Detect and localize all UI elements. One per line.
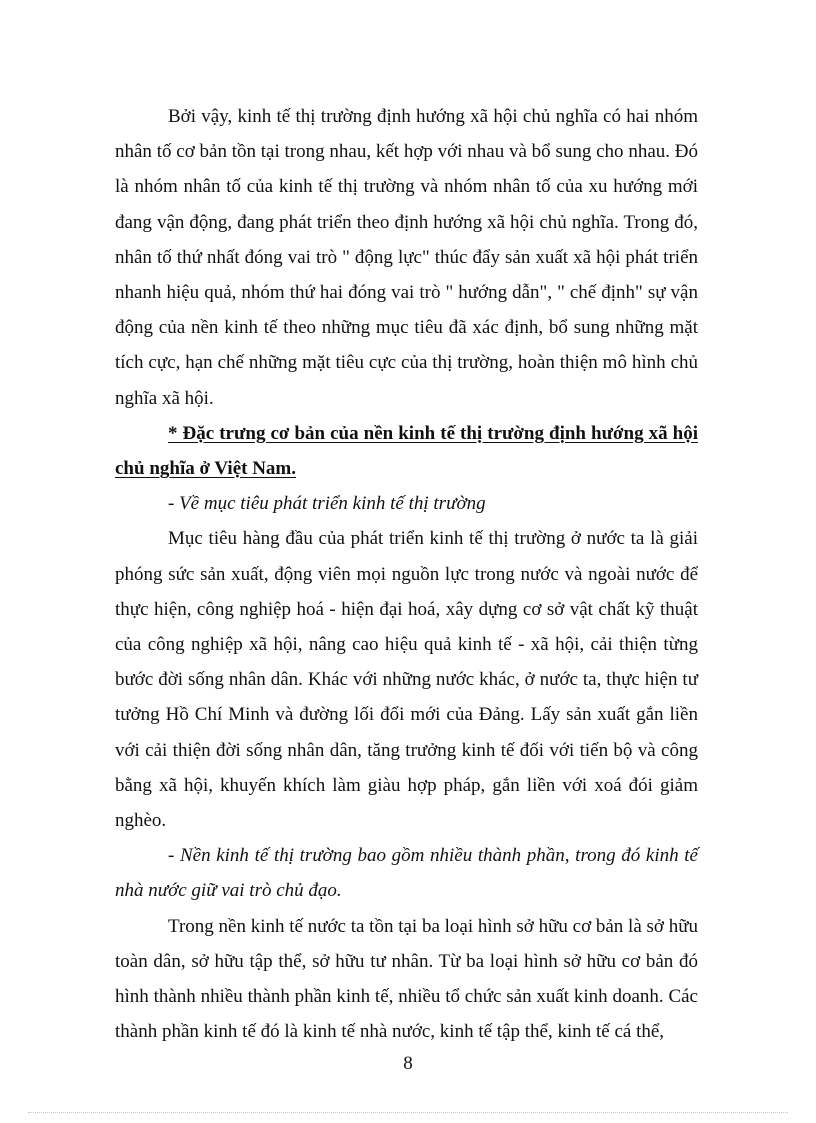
- subheading-development-goals: - Về mục tiêu phát triển kinh tế thị trường: [168, 493, 486, 515]
- paragraph-market-factors: Bởi vậy, kinh tế thị trường định hướng xã hội chủ nghĩa có hai nhóm nhân tố cơ bản tồn tại trong nhau, kết hợp với nhau và bổ sung cho nhau. Đó là nhóm nhân tố của kinh tế thị trường và nhóm nhân tố của xu hướng mới đang vận động, đang phát triển theo định hướng xã hội chủ nghĩa. Trong đó, nhân tố thứ nhất đóng vai trò " động lực" thúc đẩy sản xuất xã hội phát triển nhanh hiệu quả, nhóm thứ hai đóng vai trò " hướng dẫn", " chế định" sự vận động của nền kinh tế theo những mục tiêu đã xác định, bổ sung những mặt tích cực, hạn chế những mặt tiêu cực của thị trường, hoàn thiện mô hình chủ nghĩa xã hội.: [115, 106, 698, 409]
- subheading-economic-sectors: - Nền kinh tế thị trường bao gồm nhiều thành phần, trong đó kinh tế nhà nước giữ vai trò chủ đạo.: [115, 845, 698, 902]
- paragraph-ownership-types: Trong nền kinh tế nước ta tồn tại ba loại hình sở hữu cơ bản là sở hữu toàn dân, sở hữu tập thể, sở hữu tư nhân. Từ ba loại hình sở hữu cơ bản đó hình thành nhiều thành phần kinh tế, nhiều tổ chức sản xuất kinh doanh. Các thành phần kinh tế đó là kinh tế nhà nước, kinh tế tập thể, kinh tế cá thể,: [115, 915, 699, 1043]
- page-body: [115, 99, 698, 1049]
- footer-divider: [28, 1112, 788, 1113]
- page-number: 8: [403, 1053, 413, 1074]
- section-heading: * Đặc trưng cơ bản của nền kinh tế thị trường định hướng xã hội chủ nghĩa ở Việt Nam.: [115, 422, 698, 480]
- paragraph-development-goals: Mục tiêu hàng đầu của phát triển kinh tế thị trường ở nước ta là giải phóng sức sản xuất, động viên mọi nguồn lực trong nước và ngoài nước để thực hiện, công nghiệp hoá - hiện đại hoá, xây dựng cơ sở vật chất kỹ thuật của công nghiệp xã hội, nâng cao hiệu quả kinh tế - xã hội, cải thiện từng bước đời sống nhân dân. Khác với những nước khác, ở nước ta, thực hiện tư tưởng Hồ Chí Minh và đường lối đổi mới của Đảng. Lấy sản xuất gắn liền với cải thiện đời sống nhân dân, tăng trưởng kinh tế đối với tiến bộ và công bằng xã hội, khuyến khích làm giàu hợp pháp, gắn liền với xoá đói giảm nghèo.: [115, 528, 698, 832]
